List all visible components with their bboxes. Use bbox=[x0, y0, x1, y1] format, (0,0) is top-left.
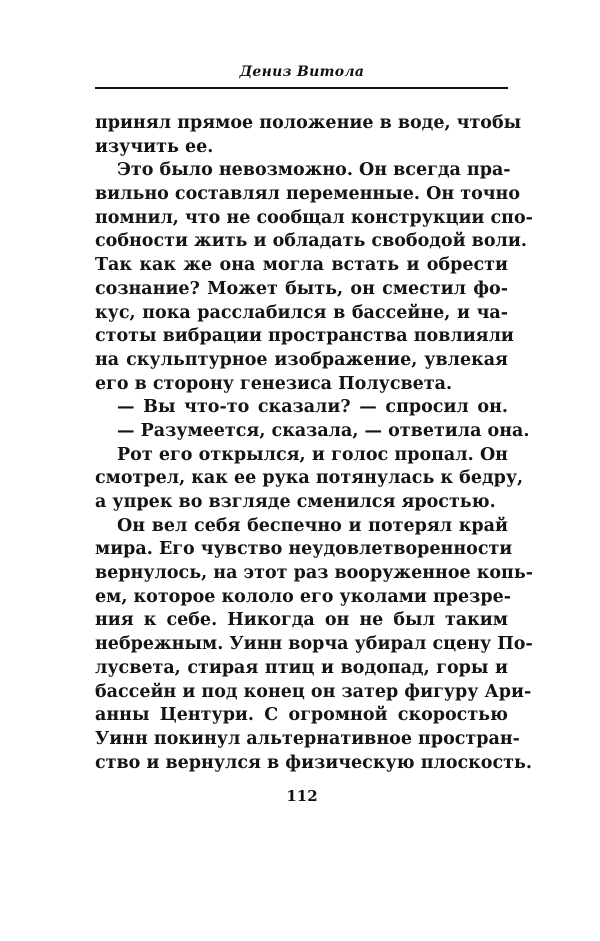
text-line: сознание? Может быть, он сместил фо- bbox=[95, 278, 508, 299]
text-line: а упрек во взгляде сменился яростью. bbox=[95, 492, 496, 512]
text-line: помнил, что не сообщал конструкции спо- bbox=[95, 207, 533, 228]
header-rule bbox=[95, 87, 508, 89]
text-line: — Вы что-то сказали? — спросил он. bbox=[117, 397, 508, 418]
text-line: вернулось, на этот раз вооруженное копь- bbox=[95, 563, 533, 584]
text-line: анны Центури. С огромной скоростью bbox=[95, 705, 508, 726]
text-line: лусвета, стирая птиц и водопад, горы и bbox=[95, 657, 508, 678]
text-line: — Разумеется, сказала, — ответила она. bbox=[117, 420, 530, 441]
text-line: на скульптурное изображение, увлекая bbox=[95, 349, 508, 370]
text-line: смотрел, как ее рука потянулась к бедру, bbox=[95, 468, 524, 489]
text-line: ем, которое кололо его уколами презре- bbox=[95, 586, 511, 607]
text-line: Это было невозможно. Он всегда пра- bbox=[117, 160, 511, 181]
text-line: ния к себе. Никогда он не был таким bbox=[95, 610, 508, 631]
text-line: Рот его открылся, и голос пропал. Он bbox=[117, 444, 508, 465]
text-line: Уинн покинул альтернативное простран- bbox=[95, 728, 520, 749]
text-line: небрежным. Уинн ворча убирал сцену По- bbox=[95, 634, 533, 655]
text-line: ство и вернулся в физическую плоскость. bbox=[95, 752, 532, 773]
text-line: Так как же она могла встать и обрести bbox=[95, 255, 508, 276]
text-line: стоты вибрации пространства повлияли bbox=[95, 326, 514, 347]
text-line: принял прямое положение в воде, чтобы bbox=[95, 113, 522, 133]
body-text bbox=[95, 112, 533, 775]
text-line: мира. Его чувство неудовлетворенности bbox=[95, 539, 513, 560]
text-line: изучить ее. bbox=[95, 136, 214, 157]
text-line: собности жить и обладать свободой воли. bbox=[95, 231, 527, 252]
text-line: бассейн и под конец он затер фигуру Ари- bbox=[95, 681, 532, 702]
text-line: Он вел себя беспечно и потерял край bbox=[117, 515, 508, 536]
text-line: кус, пока расслабился в бассейне, и ча- bbox=[95, 302, 508, 323]
text-line: вильно составлял переменные. Он точно bbox=[95, 184, 521, 205]
page-number: 112 bbox=[286, 787, 318, 805]
text-line: его в сторону генезиса Полусвета. bbox=[95, 373, 453, 394]
running-head-author: Дениз Витола bbox=[239, 64, 365, 80]
